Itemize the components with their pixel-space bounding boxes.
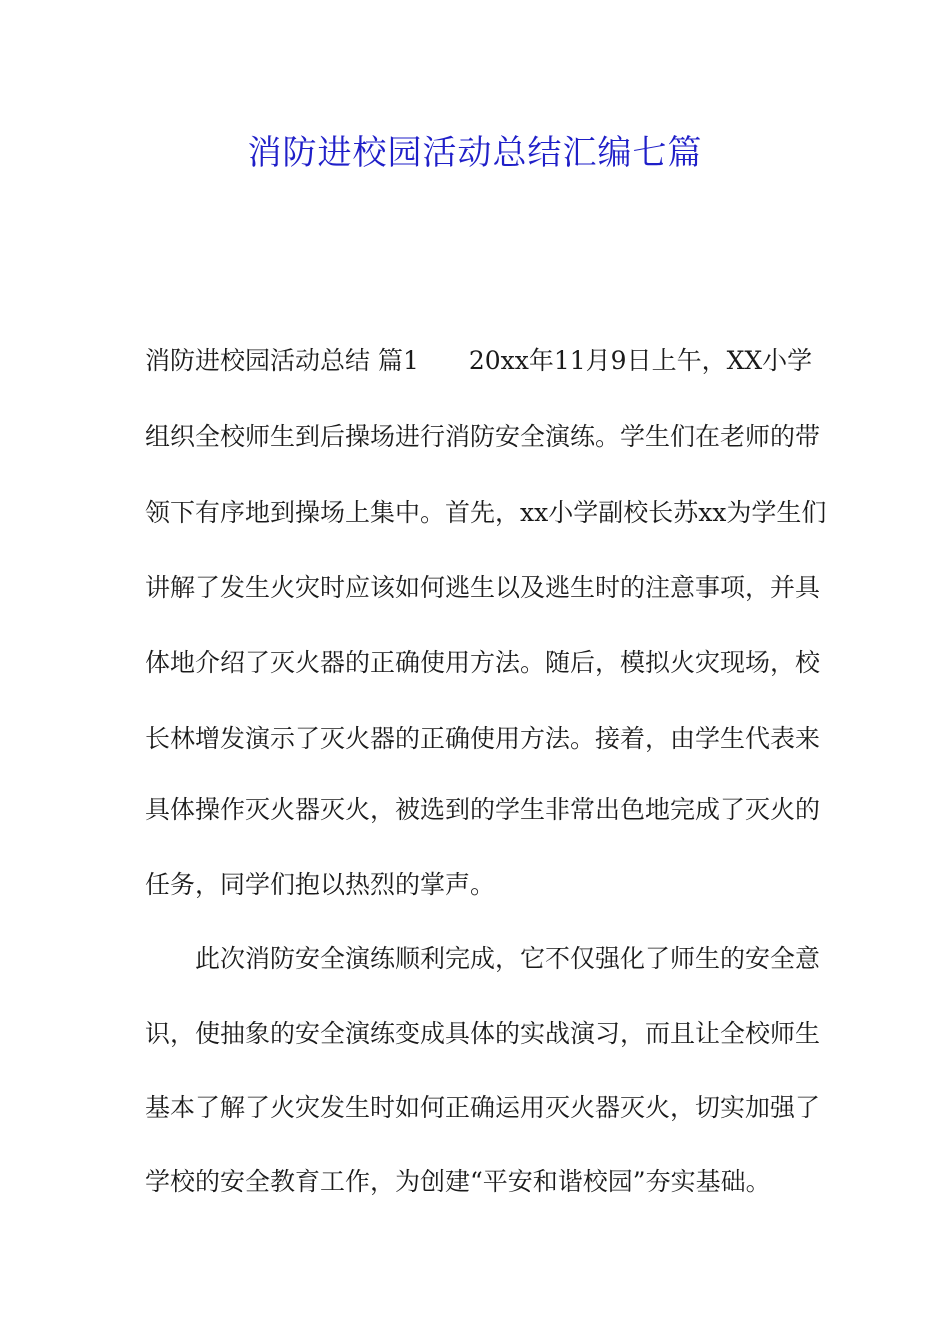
paragraph-line: 消防进校园活动总结 篇1 20xx年11月9日上午，XX小学 [145, 346, 813, 375]
paragraph-line: 识，使抽象的安全演练变成具体的实战演习，而且让全校师生 [145, 1019, 821, 1048]
paragraph-line: 组织全校师生到后操场进行消防安全演练。学生们在老师的带 [145, 422, 821, 451]
paragraph-line: 讲解了发生火灾时应该如何逃生以及逃生时的注意事项，并具 [145, 573, 821, 602]
paragraph-line: 具体操作灭火器灭火，被选到的学生非常出色地完成了灭火的 [145, 795, 821, 824]
paragraph-line: 体地介绍了灭火器的正确使用方法。随后，模拟火灾现场，校 [145, 648, 821, 677]
paragraph-line: 基本了解了火灾发生时如何正确运用灭火器灭火，切实加强了 [145, 1093, 821, 1122]
paragraph-line: 任务，同学们抱以热烈的掌声。 [145, 870, 496, 899]
document-title: 消防进校园活动总结汇编七篇 [247, 133, 703, 173]
paragraph-line: 此次消防安全演练顺利完成，它不仅强化了师生的安全意 [195, 944, 821, 973]
paragraph-line: 长林增发演示了灭火器的正确使用方法。接着，由学生代表来 [145, 724, 821, 753]
paragraph-line: 学校的安全教育工作，为创建“平安和谐校园”夯实基础。 [145, 1167, 771, 1196]
paragraph-line: 领下有序地到操场上集中。首先，xx小学副校长苏xx为学生们 [145, 498, 827, 527]
